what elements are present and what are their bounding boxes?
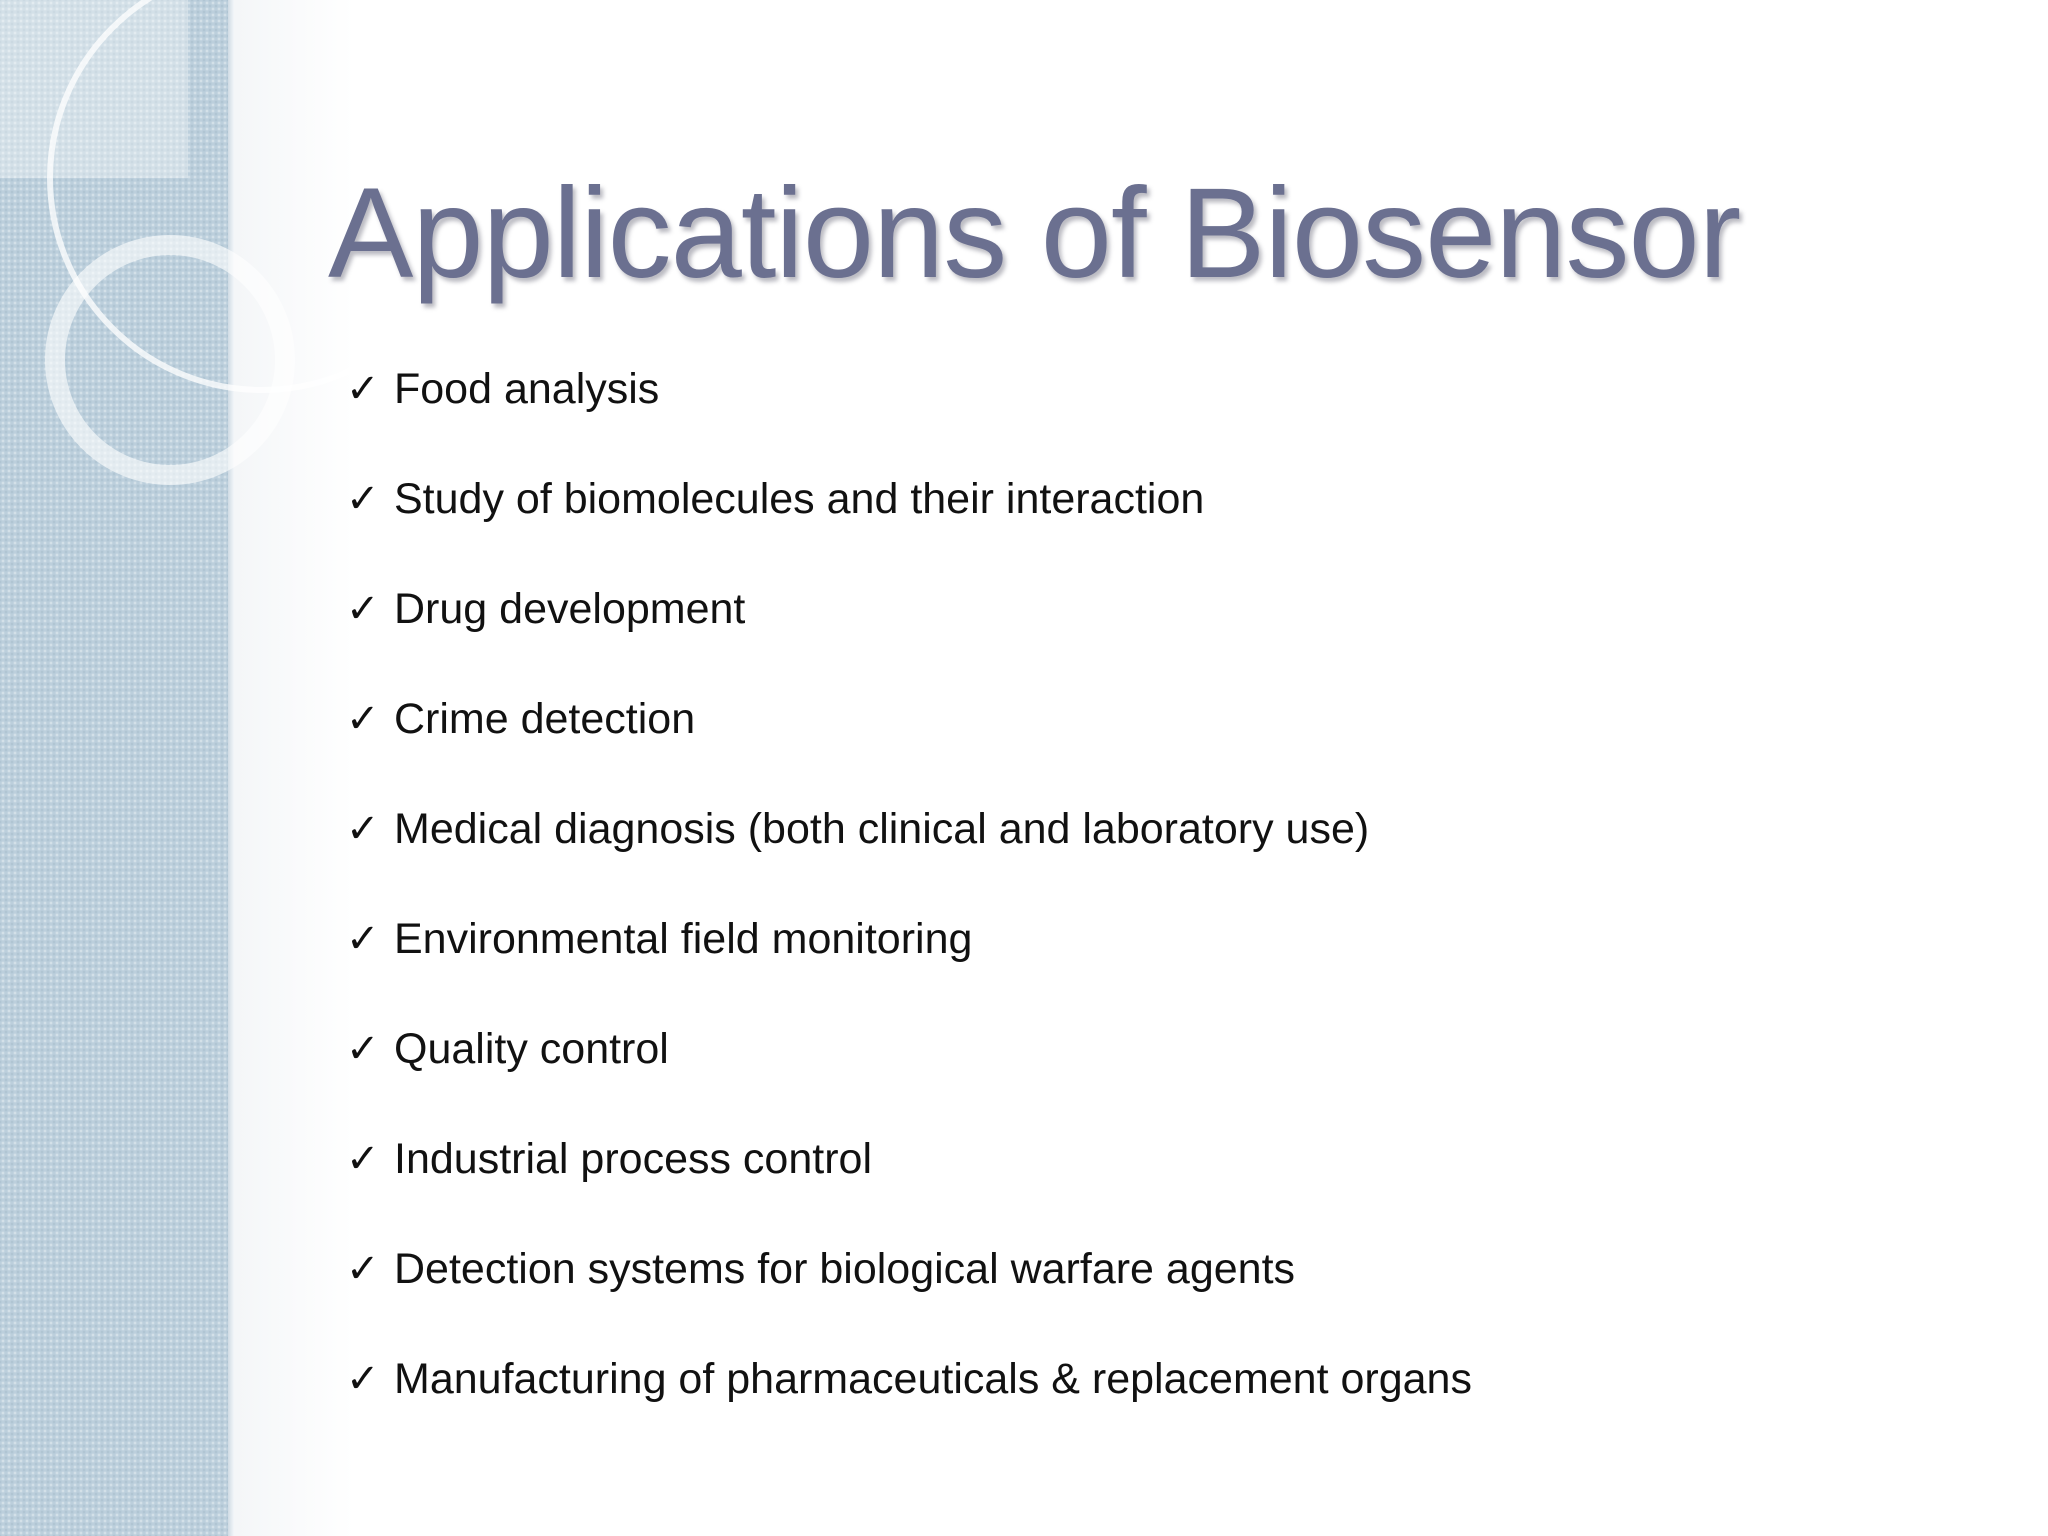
decorative-ring-small	[55, 245, 285, 475]
list-item	[346, 444, 1472, 554]
decorative-circles	[0, 0, 360, 560]
list-item	[346, 1104, 1472, 1214]
list-item	[346, 334, 1472, 444]
check-mark-icon: ✓	[346, 1026, 380, 1072]
list-item-text: Manufacturing of pharmaceuticals & replacement organs	[394, 1354, 1472, 1403]
list-item	[346, 994, 1472, 1104]
check-mark-icon: ✓	[346, 1356, 380, 1402]
list-item	[346, 774, 1472, 884]
list-item	[346, 664, 1472, 774]
slide-title: Applications of Biosensor	[328, 162, 1741, 305]
check-mark-icon: ✓	[346, 1136, 380, 1182]
check-mark-icon: ✓	[346, 806, 380, 852]
list-item-text: Environmental field monitoring	[394, 914, 973, 963]
applications-list	[346, 334, 1472, 1434]
list-item	[346, 554, 1472, 664]
list-item-text: Detection systems for biological warfare agents	[394, 1244, 1296, 1293]
decorative-square	[0, 0, 188, 178]
check-mark-icon: ✓	[346, 1246, 380, 1292]
list-item-text: Study of biomolecules and their interaction	[394, 474, 1205, 523]
list-item-text: Industrial process control	[394, 1134, 872, 1183]
list-item	[346, 1214, 1472, 1324]
list-item	[346, 1324, 1472, 1434]
list-item-text: Quality control	[394, 1024, 669, 1073]
check-mark-icon: ✓	[346, 476, 380, 522]
list-item-text: Crime detection	[394, 694, 696, 743]
list-item-text: Food analysis	[394, 364, 660, 413]
check-mark-icon: ✓	[346, 586, 380, 632]
list-item-text: Drug development	[394, 584, 746, 633]
check-mark-icon: ✓	[346, 916, 380, 962]
check-mark-icon: ✓	[346, 366, 380, 412]
list-item	[346, 884, 1472, 994]
list-item-text: Medical diagnosis (both clinical and laboratory use)	[394, 804, 1370, 853]
check-mark-icon: ✓	[346, 696, 380, 742]
